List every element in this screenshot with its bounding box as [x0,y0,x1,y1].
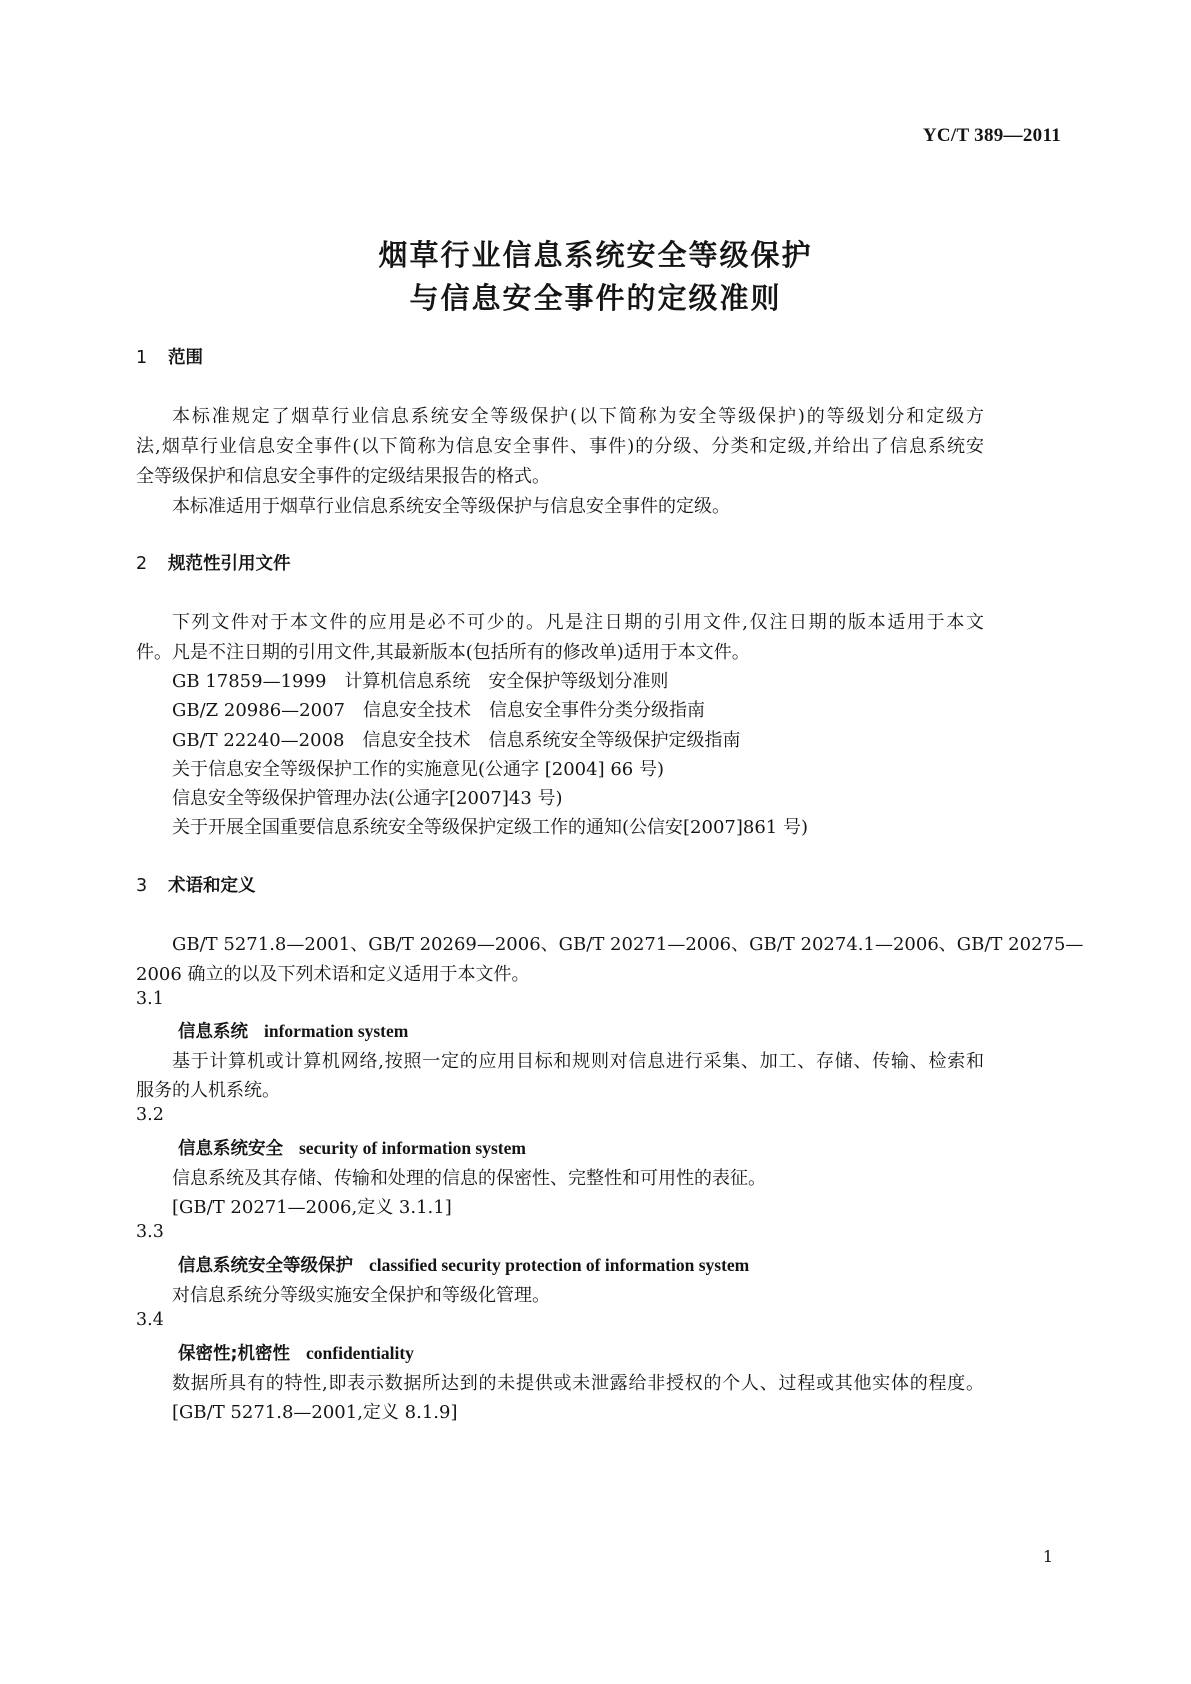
term-number: 3.3 [136,1222,164,1242]
section-3-heading [136,872,256,897]
document-title-line-2: 与信息安全事件的定级准则 [409,281,782,315]
term-definition: 数据所具有的特性,即表示数据所达到的未提供或未泄露给非授权的个人、过程或其他实体的程度。 [172,1373,984,1394]
section-title: 范围 [168,348,203,368]
term-heading [178,1340,414,1365]
term-number: 3.4 [136,1310,164,1330]
paragraph: 本标准适用于烟草行业信息系统安全等级保护与信息安全事件的定级。 [172,496,730,517]
term-heading [178,1252,749,1277]
section-title: 规范性引用文件 [168,554,291,574]
section-1-heading [136,344,203,369]
paragraph-line: 法,烟草行业信息安全事件(以下简称为信息安全事件、事件)的分级、分类和定级,并给出了信息系统安 [136,436,984,457]
document-title-line-1: 烟草行业信息系统安全等级保护 [378,238,813,272]
reference-item: 关于开展全国重要信息系统安全等级保护定级工作的通知(公信安[2007]861 号) [172,817,808,838]
term-en: classified security protection of information system [369,1255,750,1275]
paragraph-line: GB/T 5271.8—2001、GB/T 20269—2006、GB/T 20271—2006、GB/T 20274.1—2006、GB/T 20275— [172,934,1084,955]
section-title: 术语和定义 [168,876,256,896]
term-zh: 信息系统安全等级保护 [178,1256,353,1276]
term-heading [178,1018,408,1043]
term-definition: 信息系统及其存储、传输和处理的信息的保密性、完整性和可用性的表征。 [172,1168,766,1189]
paragraph-line: 件。凡是不注日期的引用文件,其最新版本(包括所有的修改单)适用于本文件。 [136,642,750,663]
standard-code: YC/T 389—2011 [922,125,1061,146]
paragraph-line: 本标准规定了烟草行业信息系统安全等级保护(以下简称为安全等级保护)的等级划分和定级方 [172,406,984,427]
term-en: information system [264,1021,409,1041]
section-number: 1 [136,348,148,368]
term-source: [GB/T 20271—2006,定义 3.1.1] [172,1197,452,1218]
term-zh: 信息系统 [178,1022,248,1042]
term-definition-line: 服务的人机系统。 [136,1080,280,1101]
term-definition: 对信息系统分等级实施安全保护和等级化管理。 [172,1285,550,1306]
reference-item: GB 17859—1999 计算机信息系统 安全保护等级划分准则 [172,671,669,692]
term-number: 3.1 [136,989,164,1009]
term-zh: 保密性;机密性 [178,1344,290,1364]
term-heading [178,1135,526,1160]
reference-item: 关于信息安全等级保护工作的实施意见(公通字 [2004] 66 号) [172,759,664,780]
paragraph-line: 下列文件对于本文件的应用是必不可少的。凡是注日期的引用文件,仅注日期的版本适用于本文 [172,612,984,633]
section-2-heading [136,550,291,575]
section-number: 2 [136,554,148,574]
term-definition-line: 基于计算机或计算机网络,按照一定的应用目标和规则对信息进行采集、加工、存储、传输、检索和 [172,1051,984,1072]
term-zh: 信息系统安全 [178,1139,283,1159]
reference-item: GB/Z 20986—2007 信息安全技术 信息安全事件分类分级指南 [172,700,705,721]
reference-item: 信息安全等级保护管理办法(公通字[2007]43 号) [172,788,563,809]
term-en: confidentiality [306,1343,414,1363]
term-en: security of information system [299,1138,526,1158]
term-number: 3.2 [136,1105,164,1125]
term-source: [GB/T 5271.8—2001,定义 8.1.9] [172,1402,458,1423]
paragraph-line: 全等级保护和信息安全事件的定级结果报告的格式。 [136,466,550,487]
page-number: 1 [1042,1547,1053,1566]
section-number: 3 [136,876,148,896]
paragraph-line: 2006 确立的以及下列术语和定义适用于本文件。 [136,964,530,985]
reference-item: GB/T 22240—2008 信息安全技术 信息系统安全等级保护定级指南 [172,730,741,751]
